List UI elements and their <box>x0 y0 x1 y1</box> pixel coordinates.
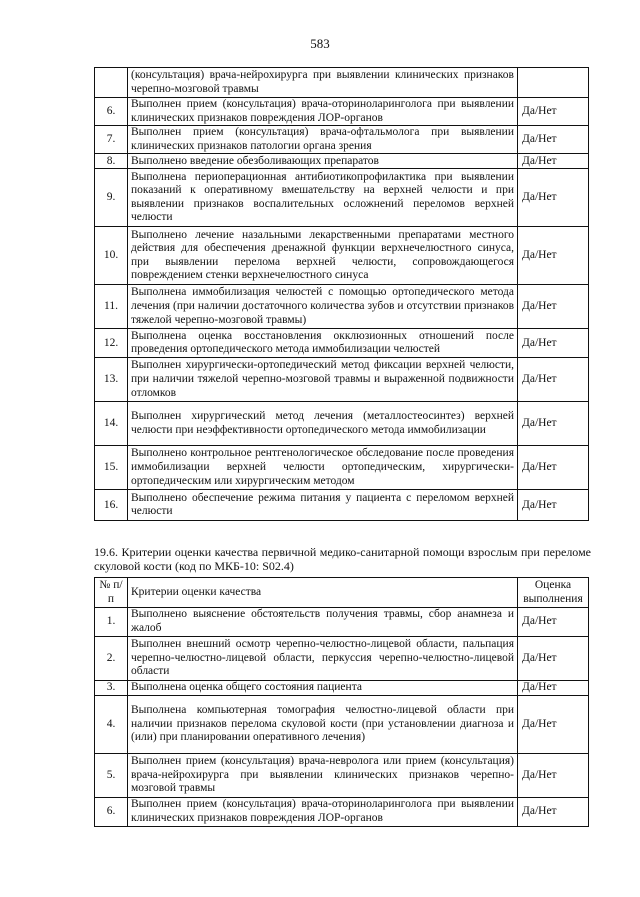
result-value: Да/Нет <box>518 126 589 154</box>
table-row <box>95 798 589 827</box>
result-value: Да/Нет <box>518 358 589 402</box>
criterion-text: Выполнено контрольное рентгенологическое обследование после проведения иммобилизации верхней челюсти ортопедическим, хирургически-ортопедическим или хирургическим методом <box>128 446 518 490</box>
table-row <box>95 490 589 521</box>
result-value: Да/Нет <box>518 608 589 637</box>
criterion-text: Выполнен хирургически-ортопедический метод фиксации верхней челюсти, при наличии тяжелой черепно-мозговой травмы и выраженной подвижности отломков <box>128 358 518 402</box>
header-result: Оценка выполнения <box>518 578 589 608</box>
criterion-text: Выполнено обеспечение режима питания у пациента с переломом верхней челюсти <box>128 490 518 521</box>
table-row <box>95 169 589 227</box>
row-number: 3. <box>95 681 128 696</box>
result-value: Да/Нет <box>518 169 589 227</box>
result-value: Да/Нет <box>518 285 589 329</box>
row-number: 1. <box>95 608 128 637</box>
result-value: Да/Нет <box>518 637 589 681</box>
row-number <box>95 68 128 98</box>
result-value: Да/Нет <box>518 154 589 169</box>
header-num: № п/п <box>95 578 128 608</box>
row-number: 9. <box>95 169 128 227</box>
row-number: 8. <box>95 154 128 169</box>
result-value: Да/Нет <box>518 754 589 798</box>
table-row <box>95 154 589 169</box>
row-number: 15. <box>95 446 128 490</box>
result-value: Да/Нет <box>518 98 589 126</box>
row-number: 7. <box>95 126 128 154</box>
table-row <box>95 98 589 126</box>
row-number: 2. <box>95 637 128 681</box>
row-number: 6. <box>95 798 128 827</box>
criterion-text: Выполнена оценка общего состояния пациента <box>128 681 518 696</box>
criterion-text: Выполнено лечение назальными лекарственными препаратами местного действия для обеспечения дренажной функции верхнечелюстного синуса, при выявлении перелома верхней челюсти, сопровождающегося повреждением стенки верхнечелюстного синуса <box>128 227 518 285</box>
table-row <box>95 285 589 329</box>
criterion-text: Выполнено введение обезболивающих препаратов <box>128 154 518 169</box>
table-row <box>95 446 589 490</box>
result-value: Да/Нет <box>518 227 589 285</box>
row-number: 13. <box>95 358 128 402</box>
row-number: 5. <box>95 754 128 798</box>
result-value: Да/Нет <box>518 446 589 490</box>
table-row <box>95 329 589 358</box>
criterion-text: Выполнен внешний осмотр черепно-челюстно-лицевой области, пальпация черепно-челюстно-лицевой области, перкуссия черепно-челюстно-лицевой области <box>128 637 518 681</box>
criterion-text: (консультация) врача-нейрохирурга при выявлении клинических признаков черепно-мозговой травмы <box>128 68 518 98</box>
row-number: 6. <box>95 98 128 126</box>
result-value <box>518 68 589 98</box>
result-value: Да/Нет <box>518 681 589 696</box>
result-value: Да/Нет <box>518 329 589 358</box>
table-row <box>95 227 589 285</box>
criterion-text: Выполнен хирургический метод лечения (металлостеосинтез) верхней челюсти при неэффективности ортопедического метода иммобилизации <box>128 402 518 446</box>
row-number: 16. <box>95 490 128 521</box>
table-row <box>95 126 589 154</box>
table-row <box>95 358 589 402</box>
result-value: Да/Нет <box>518 402 589 446</box>
criterion-text: Выполнена иммобилизация челюстей с помощью ортопедического метода лечения (при наличии достаточного количества зубов и отсутствии признаков тяжелой черепно-мозговой травмы) <box>128 285 518 329</box>
criterion-text: Выполнен прием (консультация) врача-оториноларинголога при выявлении клинических признаков повреждения ЛОР-органов <box>128 98 518 126</box>
table-header-row <box>95 578 589 608</box>
criterion-text: Выполнена периоперационная антибиотикопрофилактика при выявлении показаний к оперативному вмешательству на верхней челюсти и при выявлении признаков воспалительных осложнений переломов верхней челюсти <box>128 169 518 227</box>
criterion-text: Выполнен прием (консультация) врача-невролога или прием (консультация) врача-нейрохирурга при выявлении клинических признаков черепно-мозговой травмы <box>128 754 518 798</box>
table-row <box>95 754 589 798</box>
row-number: 12. <box>95 329 128 358</box>
result-value: Да/Нет <box>518 696 589 754</box>
result-value: Да/Нет <box>518 798 589 827</box>
row-number: 14. <box>95 402 128 446</box>
criteria-table-continued <box>94 67 589 521</box>
criterion-text: Выполнена компьютерная томография челюстно-лицевой области при наличии признаков перелома скуловой кости (при установлении диагноза и (или) при планировании оперативного лечения) <box>128 696 518 754</box>
criterion-text: Выполнено выяснение обстоятельств получения травмы, сбор анамнеза и жалоб <box>128 608 518 637</box>
section-heading: 19.6. Критерии оценки качества первичной медико-санитарной помощи взрослым при переломе скуловой кости (код по МКБ-10: S02.4) <box>94 545 591 573</box>
criterion-text: Выполнена оценка восстановления окклюзионных отношений после проведения ортопедического метода иммобилизации челюстей <box>128 329 518 358</box>
table-row <box>95 696 589 754</box>
row-number: 4. <box>95 696 128 754</box>
criterion-text: Выполнен прием (консультация) врача-оториноларинголога при выявлении клинических признаков повреждения ЛОР-органов <box>128 798 518 827</box>
page-number: 583 <box>310 36 330 51</box>
criteria-table-zygomatic <box>94 577 589 827</box>
row-number: 11. <box>95 285 128 329</box>
table-row <box>95 608 589 637</box>
table-row <box>95 681 589 696</box>
header-criterion: Критерии оценки качества <box>128 578 518 608</box>
criterion-text: Выполнен прием (консультация) врача-офтальмолога при выявлении клинических признаков патологии органа зрения <box>128 126 518 154</box>
table-row <box>95 637 589 681</box>
result-value: Да/Нет <box>518 490 589 521</box>
table-row <box>95 68 589 98</box>
table-row <box>95 402 589 446</box>
row-number: 10. <box>95 227 128 285</box>
